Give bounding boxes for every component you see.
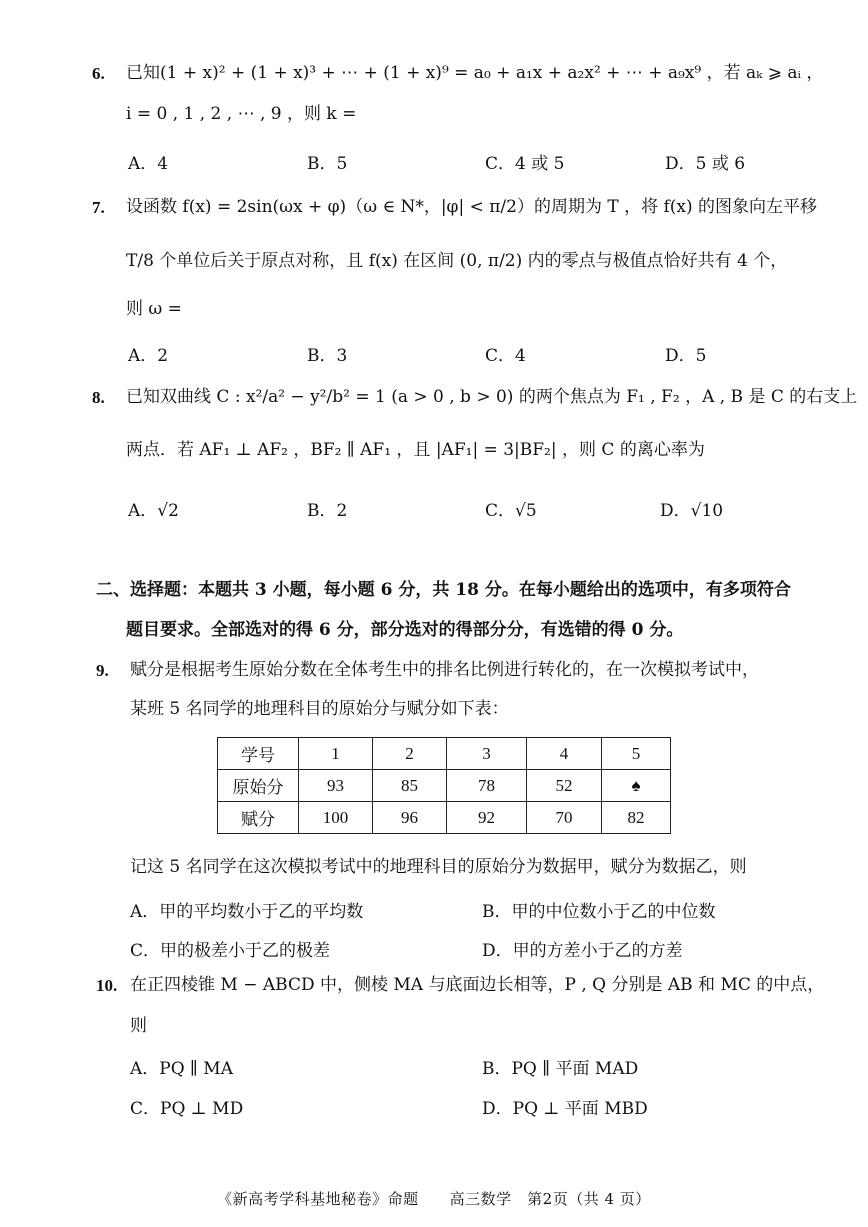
section-heading: 二、选择题：本题共 3 小题，每小题 6 分，共 18 分。在每小题给出的选项中，有多项符合 bbox=[96, 580, 791, 600]
table-row bbox=[218, 738, 671, 770]
question-text: T/8 个单位后关于原点对称，且 f(x) 在区间 (0, π/2) 内的零点与极值点恰好共有 4 个， bbox=[126, 251, 788, 271]
table-cell: 70 bbox=[527, 802, 602, 834]
option-b: B．2 bbox=[307, 501, 348, 521]
question-text: 则 bbox=[130, 1016, 147, 1036]
option-b: B．3 bbox=[307, 346, 348, 366]
table-cell: 2 bbox=[373, 738, 447, 770]
question-text: 赋分是根据考生原始分数在全体考生中的排名比例进行转化的，在一次模拟考试中， bbox=[130, 660, 759, 680]
table-row bbox=[218, 802, 671, 834]
table-cell: 85 bbox=[373, 770, 447, 802]
option-a: A．√2 bbox=[128, 501, 179, 521]
table-cell: 4 bbox=[527, 738, 602, 770]
option-a: A．PQ ∥ MA bbox=[130, 1059, 233, 1079]
question-text: 设函数 f(x) = 2sin(ωx + φ)（ω ∈ N*，|φ| < π/2）的周期为 T ，将 f(x) 的图象向左平移 bbox=[126, 197, 818, 217]
question-text: 记这 5 名同学在这次模拟考试中的地理科目的原始分为数据甲，赋分为数据乙，则 bbox=[130, 857, 747, 877]
option-a: A．4 bbox=[128, 154, 169, 174]
table-cell: 96 bbox=[373, 802, 447, 834]
question-number: 6. bbox=[92, 64, 105, 83]
question-number: 9. bbox=[96, 661, 109, 680]
table-cell: 3 bbox=[447, 738, 527, 770]
question-number: 7. bbox=[92, 198, 105, 217]
question-text: 某班 5 名同学的地理科目的原始分与赋分如下表： bbox=[130, 699, 509, 719]
question-text: 已知双曲线 C : x²/a² − y²/b² = 1 (a > 0 , b > 0) 的两个焦点为 F₁ , F₂ ，A , B 是 C 的右支上 bbox=[126, 387, 858, 407]
table-cell: 赋分 bbox=[218, 802, 299, 834]
question-text: 在正四棱锥 M − ABCD 中，侧棱 MA 与底面边长相等，P , Q 分别是 AB 和 MC 的中点， bbox=[130, 975, 825, 995]
option-b: B．5 bbox=[307, 154, 348, 174]
table-cell: 92 bbox=[447, 802, 527, 834]
question-text: i = 0 , 1 , 2 , ⋯ , 9 ，则 k = bbox=[126, 104, 357, 124]
option-a: A．甲的平均数小于乙的平均数 bbox=[130, 902, 364, 922]
scores-table bbox=[217, 737, 671, 834]
option-b: B．甲的中位数小于乙的中位数 bbox=[482, 902, 716, 922]
option-d: D．PQ ⊥ 平面 MBD bbox=[482, 1099, 648, 1119]
option-d: D．√10 bbox=[660, 501, 724, 521]
option-a: A．2 bbox=[128, 346, 169, 366]
question-number: 8. bbox=[92, 388, 105, 407]
table-cell: 93 bbox=[299, 770, 373, 802]
table-cell: 82 bbox=[602, 802, 671, 834]
table-cell: 100 bbox=[299, 802, 373, 834]
option-d: D．5 或 6 bbox=[665, 154, 746, 174]
question-text: 则 ω = bbox=[126, 299, 182, 319]
option-d: D．甲的方差小于乙的方差 bbox=[482, 941, 683, 961]
table-row bbox=[218, 770, 671, 802]
table-cell: 78 bbox=[447, 770, 527, 802]
question-text: 两点．若 AF₁ ⊥ AF₂ ，BF₂ ∥ AF₁ ，且 |AF₁| = 3|BF₂| ，则 C 的离心率为 bbox=[126, 440, 705, 460]
option-c: C．甲的极差小于乙的极差 bbox=[130, 941, 331, 961]
option-c: C．PQ ⊥ MD bbox=[130, 1099, 244, 1119]
option-c: C．4 bbox=[485, 346, 526, 366]
table-cell: 学号 bbox=[218, 738, 299, 770]
option-d: D．5 bbox=[665, 346, 707, 366]
option-c: C．√5 bbox=[485, 501, 537, 521]
table-cell: 1 bbox=[299, 738, 373, 770]
table-cell: 52 bbox=[527, 770, 602, 802]
page-footer: 《新高考学科基地秘卷》命题 高三数学 第2页（共 4 页） bbox=[217, 1190, 651, 1208]
spade-icon: ♠ bbox=[602, 770, 671, 802]
table-cell: 原始分 bbox=[218, 770, 299, 802]
table-cell: 5 bbox=[602, 738, 671, 770]
option-b: B．PQ ∥ 平面 MAD bbox=[482, 1059, 639, 1079]
question-number: 10. bbox=[96, 976, 118, 995]
option-c: C．4 或 5 bbox=[485, 154, 565, 174]
question-text: 已知(1 + x)² + (1 + x)³ + ⋯ + (1 + x)⁹ = a₀ + a₁x + a₂x² + ⋯ + a₉x⁹ ，若 aₖ ⩾ aᵢ ， bbox=[126, 63, 824, 83]
section-heading: 题目要求。全部选对的得 6 分，部分选对的得部分分，有选错的得 0 分。 bbox=[126, 620, 684, 640]
